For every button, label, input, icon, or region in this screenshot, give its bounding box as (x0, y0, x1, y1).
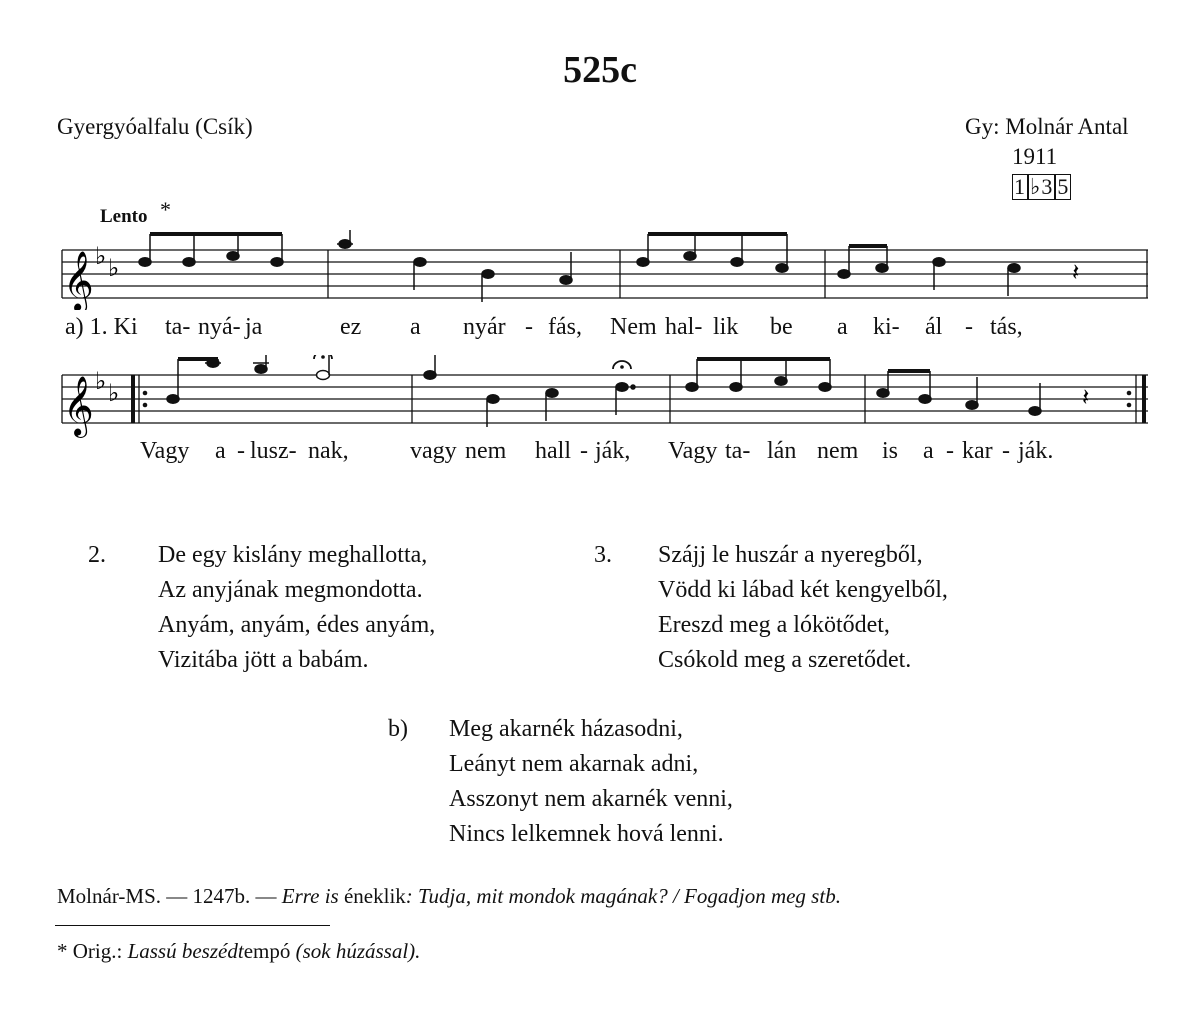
lyric-syllable: a) 1. Ki (65, 314, 138, 340)
lyric-syllable: hal- (665, 314, 703, 340)
lyric-syllable: - (525, 314, 533, 340)
tempo-footnote-star: * (160, 197, 171, 222)
lyric-syllable: ki- (873, 314, 900, 340)
lyric-syllable: a (923, 438, 934, 464)
verse-number: 2. (88, 542, 106, 568)
location: Gyergyóalfalu (Csík) (57, 114, 253, 139)
source-note (57, 884, 841, 909)
verse-line: Csókold meg a szeretődet. (658, 647, 912, 673)
lyric-syllable: a (215, 438, 226, 464)
verse-line: Meg akarnék házasodni, (449, 716, 683, 742)
verse-number: b) (388, 716, 408, 742)
quarter-rest-icon: 𝄽 (1072, 258, 1080, 286)
verse-line: Vödd ki lábad két kengyelből, (658, 577, 948, 603)
collector: Gy: Molnár Antal (965, 114, 1129, 139)
lyric-syllable: nem (817, 438, 859, 464)
footnote (57, 939, 420, 964)
footnote-italic: Lassú beszédt (127, 939, 244, 963)
lyric-syllable: - (946, 438, 954, 464)
footnote-normal: empó (243, 939, 291, 963)
verse-line: Az anyjának megmondotta. (158, 577, 423, 603)
verse-number: 3. (594, 542, 612, 568)
lyric-syllable: ez (340, 314, 362, 340)
source-eneklik: éneklik (338, 884, 406, 908)
lyric-syllable: a (410, 314, 421, 340)
verse-line: Leányt nem akarnak adni, (449, 751, 699, 777)
scale-degrees (1012, 174, 1071, 200)
lyric-syllable: kar (962, 438, 993, 464)
source-variant: : Tudja, mit mondok magának? / Fogadjon meg stb. (405, 884, 841, 908)
lyric-syllable: a (837, 314, 848, 340)
lyric-syllable: ta- (165, 314, 191, 340)
scale-degree: ♭3 (1030, 174, 1054, 199)
lyric-syllable: - (965, 314, 973, 340)
lyric-syllable: tás, (990, 314, 1023, 340)
footnote-star: * Orig.: (57, 939, 128, 963)
lyric-syllable: nem (465, 438, 507, 464)
lyric-syllable: Vagy (668, 438, 718, 464)
quarter-rest-icon: 𝄽 (1082, 383, 1090, 411)
tempo-marking: Lento (100, 206, 148, 227)
source-erre: Erre is (281, 884, 339, 908)
lyric-syllable: ál (925, 314, 943, 340)
music-staff-1 (0, 230, 1200, 310)
lyric-syllable: nyá- (198, 314, 241, 340)
footnote-divider (55, 925, 330, 926)
flat-icon: ♭ (95, 367, 107, 395)
notes-staff-2 (167, 355, 1041, 427)
lyric-syllable: ják, (595, 438, 631, 464)
lyric-syllable: fás, (548, 314, 582, 340)
lyric-syllable: be (770, 314, 793, 340)
scale-degree: 1 (1014, 174, 1026, 199)
footnote-italic: (sok húzással). (290, 939, 421, 963)
notes-staff-1 (139, 230, 1020, 302)
treble-clef-icon: 𝄞 (63, 251, 94, 310)
lyric-syllable: - (580, 438, 588, 464)
treble-clef-icon: 𝄞 (63, 376, 94, 436)
verse-line: Asszonyt nem akarnék venni, (449, 786, 733, 812)
lyric-syllable: - (1002, 438, 1010, 464)
scale-degree: 5 (1057, 174, 1070, 199)
lyric-syllable: ja (245, 314, 263, 340)
verse-line: Anyám, anyám, édes anyám, (158, 612, 436, 638)
page-title: 525c (563, 49, 637, 91)
verse-line: Nincs lelkemnek hová lenni. (449, 821, 724, 847)
lyric-syllable: is (882, 438, 899, 464)
flat-icon: ♭ (108, 254, 120, 282)
lyric-syllable: lusz- (250, 438, 297, 464)
lyric-syllable: Vagy (140, 438, 190, 464)
lyric-syllable: lik (713, 314, 739, 340)
verse-line: Ereszd meg a lókötődet, (658, 612, 890, 638)
lyric-syllable: Nem (610, 314, 657, 340)
verse-line: De egy kislány meghallotta, (158, 542, 428, 568)
lyric-syllable: nak, (308, 438, 349, 464)
lyric-syllable: ják. (1018, 438, 1054, 464)
lyric-syllable: hall (535, 438, 571, 464)
flat-icon: ♭ (95, 242, 107, 270)
lyric-syllable: - (237, 438, 245, 464)
source-reference: Molnár-MS. — 1247b. — (57, 884, 282, 908)
year: 1911 (1012, 144, 1058, 169)
lyric-syllable: vagy (410, 438, 457, 464)
lyric-syllable: lán (767, 438, 797, 464)
verse-line: Vizitába jött a babám. (158, 647, 369, 673)
verse-line: Szájj le huszár a nyeregből, (658, 542, 923, 568)
lyric-syllable: ta- (725, 438, 751, 464)
lyric-syllable: nyár (463, 314, 506, 340)
music-staff-2 (0, 355, 1200, 440)
flat-icon: ♭ (108, 379, 120, 407)
